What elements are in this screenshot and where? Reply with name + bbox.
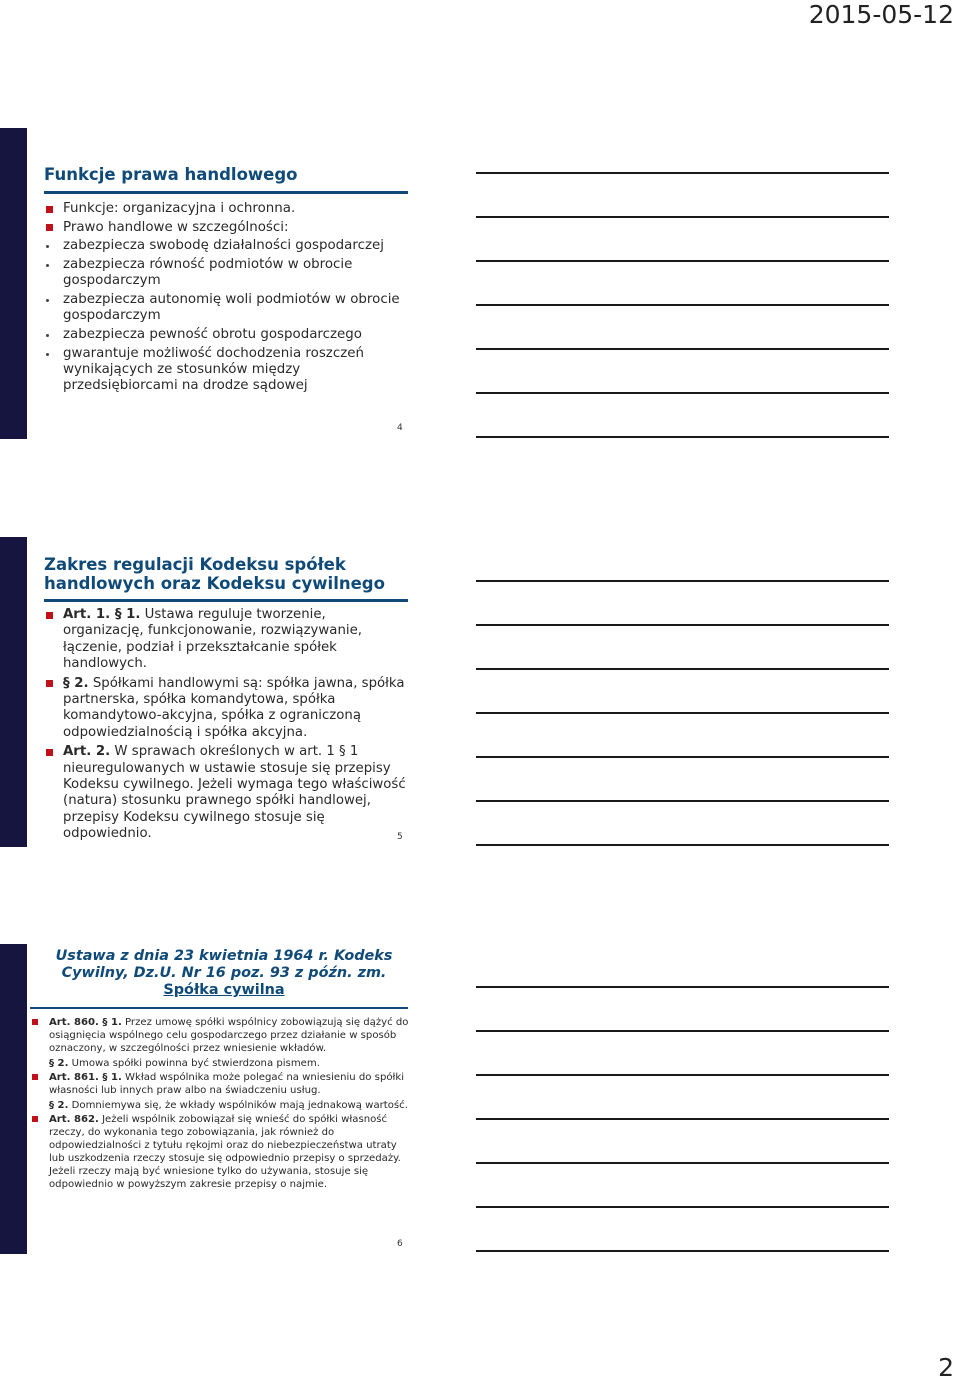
slide-number: 4 — [397, 423, 403, 433]
dot-bullet-icon — [46, 245, 49, 248]
dot-bullet-icon — [46, 334, 49, 337]
slide-number: 5 — [397, 832, 403, 842]
note-line — [476, 1074, 889, 1076]
slide-zakres-regulacji — [0, 537, 420, 847]
list-subitem: § 2. Umowa spółki powinna być stwierdzona pismem. — [49, 1057, 320, 1069]
square-bullet-icon — [46, 612, 53, 619]
slide-title: Ustawa z dnia 23 kwietnia 1964 r. Kodeks Cywilny, Dz.U. Nr 16 poz. 93 z późn. zm. Spółka cywilna — [55, 948, 393, 999]
slide-accent-bar — [0, 537, 27, 847]
note-line — [476, 436, 889, 438]
list-item: Funkcje: organizacyjna i ochronna. — [44, 201, 409, 217]
slide-body — [44, 201, 409, 397]
note-line — [476, 1118, 889, 1120]
list-item: Art. 861. § 1. Wkład wspólnika może polegać na wniesieniu do spółki własności lub innych praw albo na świadczeniu usług. — [30, 1071, 410, 1097]
square-bullet-icon — [32, 1074, 38, 1080]
note-line — [476, 844, 889, 846]
square-bullet-icon — [46, 206, 53, 213]
square-bullet-icon — [46, 749, 53, 756]
slide-title: Funkcje prawa handlowego — [44, 165, 298, 184]
note-line — [476, 712, 889, 714]
list-subitem: § 2. Domniemywa się, że wkłady wspólników mają jednakową wartość. — [49, 1099, 408, 1111]
slide-accent-bar — [0, 128, 27, 439]
slide-title: Zakres regulacji Kodeksu spółek handlowych oraz Kodeksu cywilnego — [44, 555, 385, 593]
note-line — [476, 172, 889, 174]
note-line — [476, 1250, 889, 1252]
note-line — [476, 1206, 889, 1208]
slide-spolka-cywilna — [0, 944, 420, 1254]
note-line — [476, 348, 889, 350]
list-item: zabezpiecza swobodę działalności gospodarczej — [44, 238, 409, 254]
note-line — [476, 304, 889, 306]
list-item: Art. 2. W sprawach określonych w art. 1 § 1 nieuregulowanych w ustawie stosuje się przepisy Kodeksu cywilnego. Jeżeli wymaga tego właściwość (natura) stosunku prawnego spółki handlowej, przepisy Kodeksu cywilnego stosuje się odpowiednio. — [44, 744, 409, 842]
square-bullet-icon — [32, 1116, 38, 1122]
note-line — [476, 580, 889, 582]
title-rule — [44, 599, 408, 602]
list-item: zabezpiecza autonomię woli podmiotów w obrocie gospodarczym — [44, 292, 409, 324]
title-rule — [44, 191, 408, 194]
slide-funkcje — [0, 128, 420, 439]
note-line — [476, 1030, 889, 1032]
list-item: Art. 860. § 1. Przez umowę spółki wspólnicy zobowiązują się dążyć do osiągnięcia wspólnego celu gospodarczego przez działanie w sposób oznaczony, w szczególności przez wniesienie wkładów. — [30, 1016, 410, 1055]
square-bullet-icon — [46, 224, 53, 231]
list-item: zabezpiecza równość podmiotów w obrocie gospodarczym — [44, 257, 409, 289]
list-item: gwarantuje możliwość dochodzenia roszczeń wynikających ze stosunków między przedsiębiorcami na drodze sądowej — [44, 346, 409, 395]
list-item: Art. 1. § 1. Ustawa reguluje tworzenie, organizację, funkcjonowanie, rozwiązywanie, łączenie, podział i przekształcanie spółek handlowych. — [44, 607, 409, 672]
note-line — [476, 260, 889, 262]
slide-accent-bar — [0, 944, 27, 1254]
slide-body — [30, 1016, 410, 1193]
title-rule — [30, 1007, 408, 1009]
note-line — [476, 800, 889, 802]
square-bullet-icon — [32, 1019, 38, 1025]
note-line — [476, 392, 889, 394]
note-line — [476, 986, 889, 988]
page-number: 2 — [938, 1353, 954, 1382]
dot-bullet-icon — [46, 264, 49, 267]
document-date: 2015-05-12 — [808, 0, 954, 29]
dot-bullet-icon — [46, 299, 49, 302]
slide-body — [44, 607, 409, 846]
dot-bullet-icon — [46, 353, 49, 356]
note-line — [476, 756, 889, 758]
square-bullet-icon — [46, 680, 53, 687]
slide-number: 6 — [397, 1239, 403, 1249]
list-item: Prawo handlowe w szczególności: — [44, 220, 409, 236]
note-line — [476, 668, 889, 670]
note-line — [476, 216, 889, 218]
list-item: zabezpiecza pewność obrotu gospodarczego — [44, 327, 409, 343]
note-line — [476, 624, 889, 626]
list-item: Art. 862. Jeżeli wspólnik zobowiązał się wnieść do spółki własność rzeczy, do wykonania tego zobowiązania, jak również do odpowiedzialności z tytułu rękojmi oraz do niebezpieczeństwa utraty lub uszkodzenia rzeczy stosuje się odpowiednio przepisy o sprzedaży. Jeżeli rzeczy mają być wniesione tylko do używania, stosuje się odpowiednio w powyższym zakresie przepisy o najmie. — [30, 1113, 410, 1191]
note-line — [476, 1162, 889, 1164]
list-item: § 2. Spółkami handlowymi są: spółka jawna, spółka partnerska, spółka komandytowa, spółka komandytowo-akcyjna, spółka z ograniczoną odpowiedzialnością i spółka akcyjna. — [44, 676, 409, 741]
